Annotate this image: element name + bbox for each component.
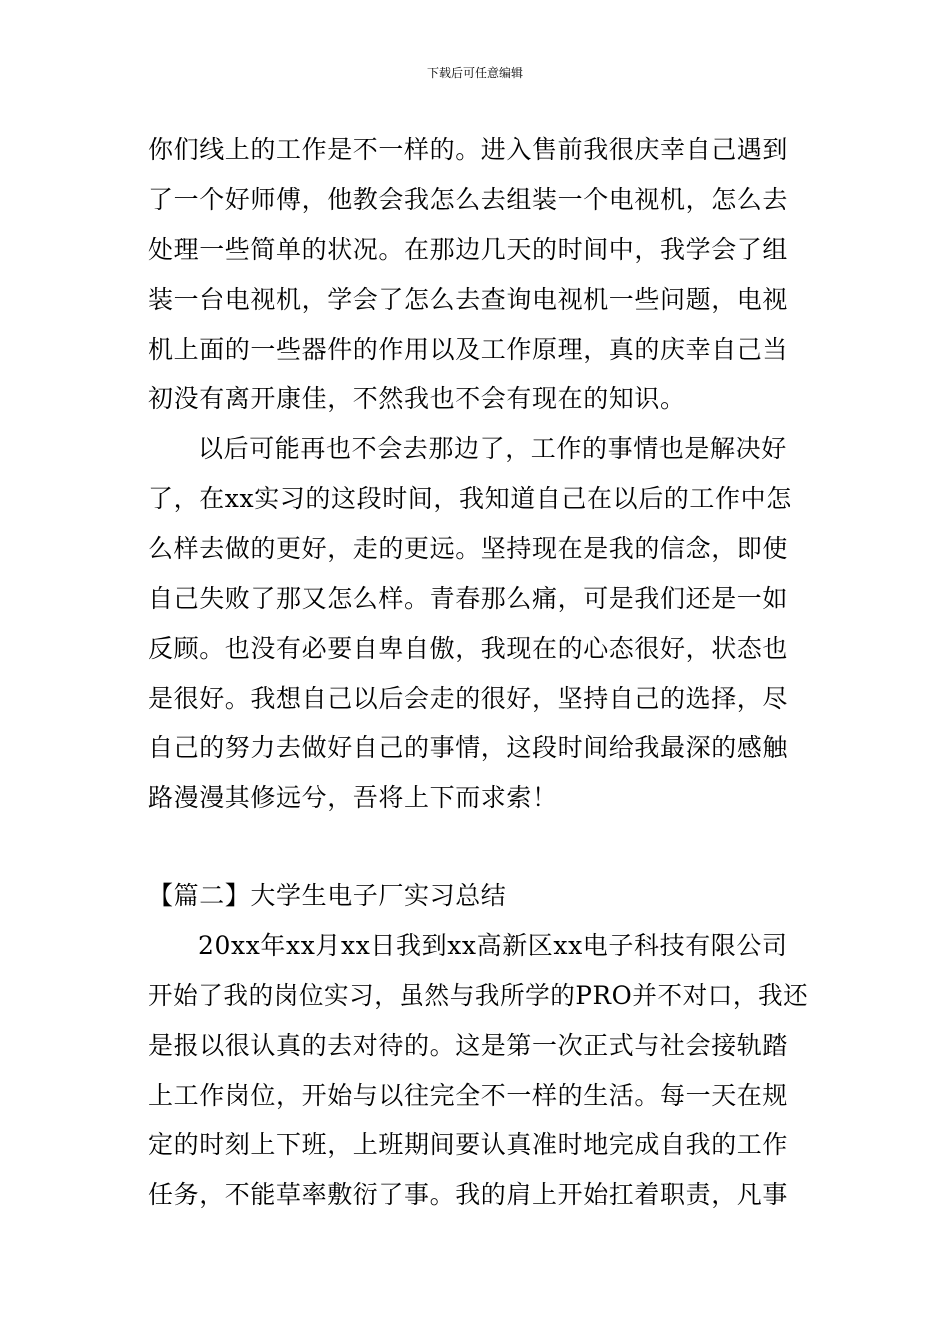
text-line: 了一个好师傅，他教会我怎么去组装一个电视机，怎么去 xyxy=(148,185,789,214)
text-line: 上工作岗位，开始与以往完全不一样的生活。每一天在规 xyxy=(148,1081,789,1110)
text-line: 自己失败了那又怎么样。青春那么痛，可是我们还是一如 xyxy=(148,584,789,613)
text-line: 定的时刻上下班，上班期间要认真准时地完成自我的工作 xyxy=(148,1130,789,1159)
page-header: 下载后可任意编辑 xyxy=(426,66,523,80)
text-line: 你们线上的工作是不一样的。进入售前我很庆幸自己遇到 xyxy=(148,135,789,164)
text-line: 反顾。也没有必要自卑自傲，我现在的心态很好，状态也 xyxy=(148,634,789,663)
text-line: 自己的努力去做好自己的事情，这段时间给我最深的感触 xyxy=(148,733,789,762)
text-line: 处理一些简单的状况。在那边几天的时间中，我学会了组 xyxy=(148,235,789,264)
section-heading: 【篇二】大学生电子厂实习总结 xyxy=(148,881,507,910)
text-line: 是很好。我想自己以后会走的很好，坚持自己的选择，尽 xyxy=(148,684,789,713)
text-line: 么样去做的更好，走的更远。坚持现在是我的信念，即使 xyxy=(148,534,789,563)
text-line: 任务，不能草率敷衍了事。我的肩上开始扛着职责，凡事 xyxy=(148,1180,789,1209)
text-line: 机上面的一些器件的作用以及工作原理，真的庆幸自己当 xyxy=(148,335,789,364)
text-line: 路漫漫其修远兮，吾将上下而求索！ xyxy=(148,783,558,812)
paragraph-start-line: 以后可能再也不会去那边了，工作的事情也是解决好 xyxy=(198,434,787,463)
paragraph-start-line: 20xx年xx月xx日我到xx高新区xx电子科技有限公司 xyxy=(198,931,788,960)
text-line: 是报以很认真的去对待的。这是第一次正式与社会接轨踏 xyxy=(148,1031,789,1060)
text-line: 了，在xx实习的这段时间，我知道自己在以后的工作中怎 xyxy=(148,484,792,513)
text-line: 装一台电视机，学会了怎么去查询电视机一些问题，电视 xyxy=(148,285,789,314)
text-line: 开始了我的岗位实习，虽然与我所学的PRO并不对口，我还 xyxy=(148,981,809,1010)
text-line: 初没有离开康佳，不然我也不会有现在的知识。 xyxy=(148,384,686,413)
